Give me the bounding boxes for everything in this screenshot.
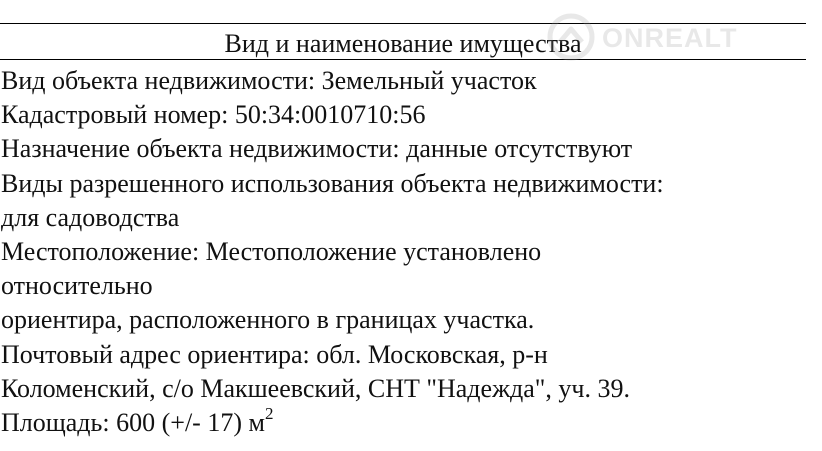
purpose-line: Назначение объекта недвижимости: данные отсутствуют: [1, 134, 633, 164]
table-header: [0, 23, 806, 60]
permitted-use-value-line: для садоводства: [1, 202, 180, 232]
property-details: [1, 64, 801, 440]
postal-address-line: Почтовый адрес ориентира: обл. Московская, р-н: [1, 339, 548, 369]
property-type-line: Вид объекта недвижимости: Земельный участок: [1, 66, 537, 95]
location-line: Местоположение: Местоположение установлено: [1, 237, 542, 267]
area-superscript: 2: [264, 404, 274, 424]
watermark-text: ONREALT: [602, 23, 738, 53]
area-text: Площадь: 600 (+/- 17) м: [1, 408, 265, 438]
permitted-use-line: Виды разрешенного использования объекта недвижимости:: [1, 168, 664, 198]
area-line: [1, 406, 801, 440]
cadastral-number-line: Кадастровый номер: 50:34:0010710:56: [1, 100, 426, 130]
location-line-3: ориентира, расположенного в границах участка.: [1, 305, 535, 335]
postal-address-line-2: Коломенский, с/о Макшеевский, СНТ "Надежда", уч. 39.: [1, 373, 630, 403]
location-line-2: относительно: [1, 271, 153, 301]
table-header-title: Вид и наименование имущества: [224, 29, 582, 58]
